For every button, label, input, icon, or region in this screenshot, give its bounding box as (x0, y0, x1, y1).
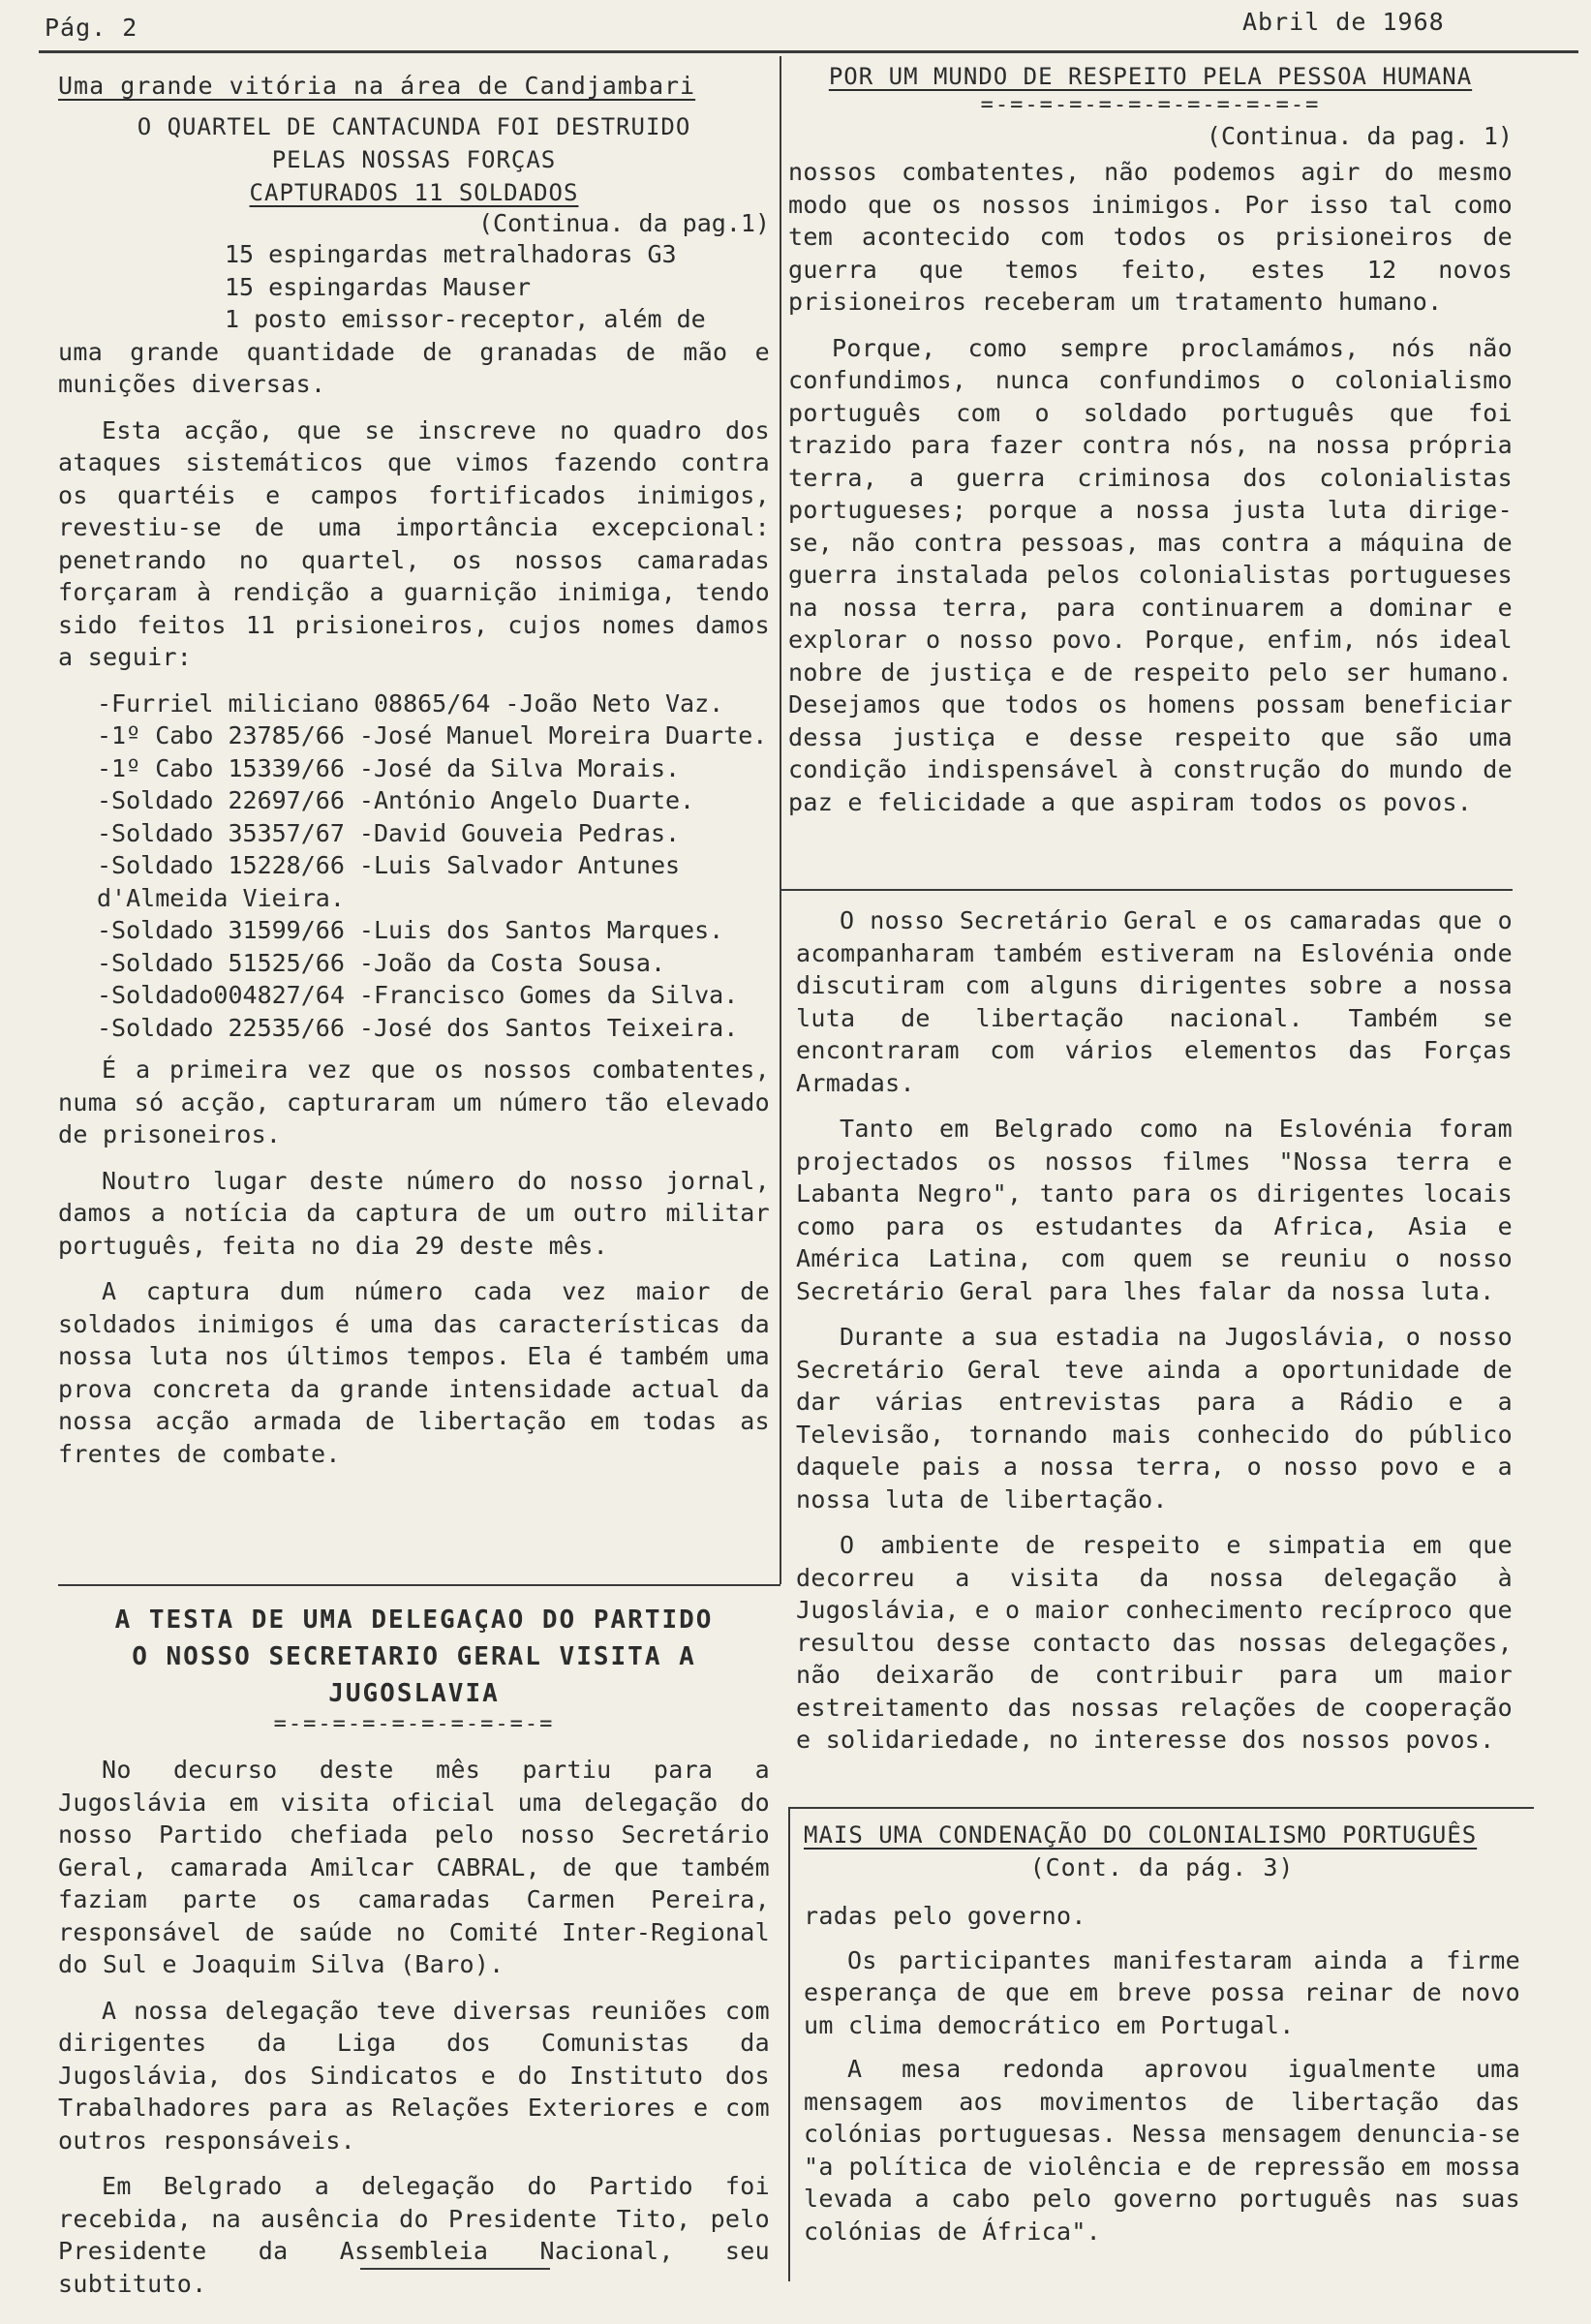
article-paragraph: A mesa redonda aprovou igualmente uma mensagem aos movimentos de libertação das colónias portuguesas. Nessa mensagem denuncia-se "a política de violência e de repressão em mossa levada a cabo pelo governo português nas suas colónias de África". (804, 2055, 1520, 2246)
article-title-line-2: PELAS NOSSAS FORÇAS (271, 146, 557, 173)
prisoner-entry: -Soldado 31599/66 -Luis dos Santos Marques. (97, 916, 724, 944)
article-human-respect (788, 60, 1513, 818)
continuation-note: (Continua. da pag.1) (477, 209, 770, 237)
prisoner-entry: -1º Cabo 23785/66 -José Manuel Moreira Duarte. (97, 721, 768, 749)
article-title: MAIS UMA CONDENAÇÃO DO COLONIALISMO PORTUGUÊS (804, 1821, 1478, 1849)
title-divider: =-=-=-=-=-=-=-=-=-= (273, 1712, 555, 1736)
prisoner-entry: -Soldado 51525/66 -João da Costa Sousa. (97, 948, 665, 977)
column-divider (780, 56, 781, 1584)
prisoner-entry: -Soldado 15228/66 -Luis Salvador Antunes d'Almeida Vieira. (97, 851, 681, 912)
article-paragraph: Em Belgrado a delegação do Partido foi recebida, na ausência do Presidente Tito, pelo Presidente da Assembleia Nacional, seu subtituto. (58, 2172, 770, 2298)
article-paragraph: radas pelo governo. (804, 1902, 1086, 1930)
prisoner-entry: -Soldado004827/64 -Francisco Gomes da Silva. (97, 981, 739, 1009)
article-title-line-2: O NOSSO SECRETARIO GERAL VISITA A JUGOSLAVIA (132, 1642, 696, 1708)
captured-item-tail: uma grande quantidade de granadas de mão e munições diversas. (58, 337, 770, 398)
article-paragraph: O ambiente de respeito e simpatia em que decorreu a visita da nossa delegação à Jugoslávia, e o maior conhecimento recíproco que resultou desse contacto das nossas delegações, não deixarão de contribuir para um maior estreitamento das nossas relações de cooperação e solidariedade, no interesse dos nossos povos. (796, 1531, 1513, 1754)
article-paragraph: A nossa delegação teve diversas reuniões com dirigentes da Liga dos Comunistas da Jugoslávia, dos Sindicatos e do Instituto dos Trabalhadores para as Relações Exteriores e com outros responsáveis. (58, 1996, 770, 2155)
article-paragraph: Os participantes manifestaram ainda a firme esperança de que em breve possa reinar de novo um clima democrático em Portugal. (804, 1945, 1520, 2039)
captured-item: 15 espingardas metralhadoras G3 (225, 240, 677, 268)
article-paragraph: É a primeira vez que os nossos combatentes, numa só acção, capturaram um número tão elevado de prisoneiros. (58, 1055, 770, 1148)
prisoner-entry: -Soldado 22535/66 -José dos Santos Teixeira. (97, 1013, 739, 1042)
article-yugoslavia-visit (58, 1602, 770, 2300)
article-paragraph: Tanto em Belgrado como na Eslovénia foram projectados os nossos filmes "Nossa terra e Labanta Negro", tanto para os dirigentes locais como para os estudantes da Africa, Asia e América Latina, com quem se reuniu o nosso Secretário Geral para lhes falar da nossa luta. (796, 1115, 1513, 1305)
end-rule (360, 2268, 550, 2270)
box-top-rule (788, 1807, 1534, 1809)
article-paragraph: nossos combatentes, não podemos agir do mesmo modo que os nossos inimigos. Por isso tal como tem acontecido com todos os prisioneiros de guerra que temos feito, estes 12 novos prisioneiros receberam um tratamento humano. (788, 158, 1513, 316)
prisoner-entry: -Soldado 22697/66 -António Angelo Duarte. (97, 786, 695, 814)
article-paragraph: Porque, como sempre proclamámos, nós não confundimos, nunca confundimos o colonialismo português com o soldado português que foi trazido para fazer contra nós, na nossa própria terra, a guerra criminosa dos colonialistas portugueses; porque a nossa justa luta dirige-se, não contra pessoas, mas contra a máquina de guerra instalada pelos colonialistas portugueses na nossa terra, para continuarem a dominar e explorar o nosso povo. Porque, enfim, nós ideal nobre de justiça e de respeito pelo ser humano. Desejamos que todos os homens possam beneficiar dessa justiça e desse respeito que são uma condição indispensável à construção do mundo de paz e felicidade a que aspiram todos os povos. (788, 333, 1513, 816)
article-title-line-1: O QUARTEL DE CANTACUNDA FOI DESTRUIDO (137, 113, 691, 140)
prisoner-entry: -Soldado 35357/67 -David Gouveia Pedras. (97, 818, 681, 847)
section-rule (58, 1584, 780, 1586)
article-title: POR UM MUNDO DE RESPEITO PELA PESSOA HUMANA (828, 63, 1473, 90)
article-paragraph: O nosso Secretário Geral e os camaradas que o acompanharam também estiveram na Eslovénia onde discutiram com alguns dirigentes sobre a nossa luta de libertação nacional. Também se encontraram com vários elementos das Forças Armadas. (796, 906, 1513, 1097)
article-paragraph: A captura dum número cada vez maior de soldados inimigos é uma das características da nossa luta nos últimos tempos. Ela é também uma prova concreta da grande intensidade actual da nossa acção armada de libertação em todas as frentes de combate. (58, 1277, 770, 1468)
article-title-line-3: CAPTURADOS 11 SOLDADOS (249, 179, 579, 206)
captured-item: 15 espingardas Mauser (225, 272, 532, 301)
article-paragraph: Durante a sua estadia na Jugoslávia, o nosso Secretário Geral teve ainda a oportunidade de dar várias entrevistas para a Rádio e a Televisão, tornando mais conhecido do público daquele pais a nossa terra, o nosso povo e a nossa luta de libertação. (796, 1323, 1513, 1514)
article-kicker: Uma grande vitória na área de Candjambari (58, 72, 696, 100)
captured-item: 1 posto emissor-receptor, além de (225, 305, 706, 333)
page-number: Pág. 2 (45, 14, 138, 42)
title-divider: =-=-=-=-=-=-=-=-=-=-=-= (980, 93, 1321, 117)
box-left-rule (788, 1807, 790, 2281)
article-cantacunda (58, 70, 770, 1470)
prisoner-list (58, 688, 770, 1045)
header-rule (39, 50, 1578, 53)
continuation-note: (Continua. da pag. 1) (1206, 122, 1513, 150)
prisoner-entry: -Furriel miliciano 08865/64 -João Neto Vaz. (97, 688, 724, 718)
article-title-line-1: A TESTA DE UMA DELEGAÇAO DO PARTIDO (114, 1605, 714, 1635)
prisoner-entry: -1º Cabo 15339/66 -José da Silva Morais. (97, 753, 681, 782)
section-rule (780, 889, 1513, 891)
article-slovenia (796, 904, 1513, 1757)
continuation-note: (Cont. da pág. 3) (1029, 1853, 1295, 1881)
article-paragraph: Noutro lugar deste número do nosso jornal, damos a notícia da captura de um outro militar português, feita no dia 29 deste mês. (58, 1166, 770, 1260)
issue-date: Abril de 1968 (1242, 8, 1445, 36)
article-paragraph: No decurso deste mês partiu para a Jugoslávia em visita oficial uma delegação do nosso Partido chefiada pelo nosso Secretário Geral, camarada Amilcar CABRAL, de que também faziam parte os camaradas Carmen Pereira, responsável de saúde no Comité Inter-Regional do Sul e Joaquim Silva (Baro). (58, 1756, 770, 1978)
article-colonialism-condemnation (804, 1819, 1520, 2248)
article-paragraph: Esta acção, que se inscreve no quadro dos ataques sistemáticos que vimos fazendo contra os quartéis e campos fortificados inimigos, revestiu-se de uma importância excepcional: penetrando no quartel, os nossos camaradas forçaram à rendição a guarnição inimiga, tendo sido feitos 11 prisioneiros, cujos nomes damos a seguir: (58, 415, 770, 671)
